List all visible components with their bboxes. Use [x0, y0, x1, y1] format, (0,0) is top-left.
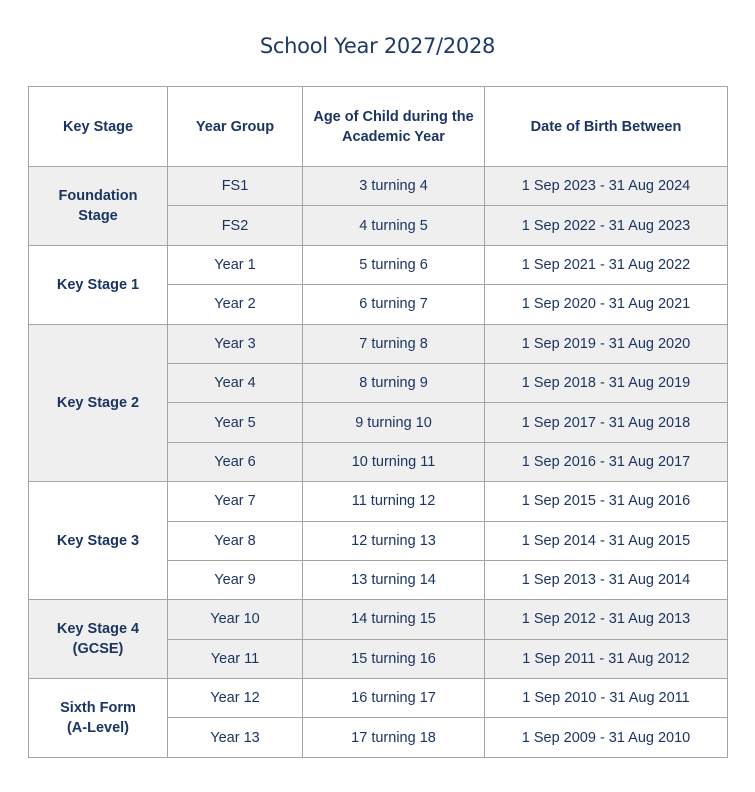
- header-row: [29, 87, 728, 167]
- table-row: [29, 324, 728, 363]
- key-stage-subtitle: (GCSE): [72, 641, 124, 658]
- header-year-group: Year Group: [168, 87, 303, 167]
- dob-range-cell: 1 Sep 2009 - 31 Aug 2010: [485, 718, 728, 757]
- year-group-cell: Year 3: [168, 324, 303, 363]
- table-body: [29, 167, 728, 758]
- age-cell: 14 turning 15: [303, 600, 485, 639]
- age-cell: 3 turning 4: [303, 167, 485, 206]
- key-stage-cell: [29, 679, 168, 758]
- age-cell: 15 turning 16: [303, 639, 485, 678]
- page-title: School Year 2027/2028: [259, 34, 496, 58]
- dob-range-cell: 1 Sep 2013 - 31 Aug 2014: [485, 560, 728, 599]
- key-stage-name: Key Stage 3: [56, 532, 140, 549]
- age-cell: 6 turning 7: [303, 285, 485, 324]
- key-stage-cell: [29, 167, 168, 246]
- key-stage-cell: [29, 482, 168, 600]
- age-cell: 4 turning 5: [303, 206, 485, 245]
- year-group-cell: Year 9: [168, 560, 303, 599]
- header-age: [303, 87, 485, 167]
- dob-range-cell: 1 Sep 2021 - 31 Aug 2022: [485, 245, 728, 284]
- dob-range-cell: 1 Sep 2012 - 31 Aug 2013: [485, 600, 728, 639]
- key-stage-subtitle: (A-Level): [66, 719, 130, 736]
- key-stage-name: Key Stage 1: [56, 276, 140, 293]
- key-stage-subtitle: Stage: [78, 207, 118, 224]
- dob-range-cell: 1 Sep 2015 - 31 Aug 2016: [485, 482, 728, 521]
- table-row: [29, 482, 728, 521]
- age-cell: 5 turning 6: [303, 245, 485, 284]
- key-stage-name: Sixth Form: [60, 699, 136, 716]
- dob-range-cell: 1 Sep 2018 - 31 Aug 2019: [485, 363, 728, 402]
- year-group-cell: Year 4: [168, 363, 303, 402]
- age-cell: 8 turning 9: [303, 363, 485, 402]
- year-group-cell: Year 10: [168, 600, 303, 639]
- header-age-text: Age of Child during the Academic Year: [313, 108, 474, 145]
- age-cell: 12 turning 13: [303, 521, 485, 560]
- year-group-cell: FS1: [168, 167, 303, 206]
- school-year-table: [28, 86, 728, 758]
- year-group-cell: Year 7: [168, 482, 303, 521]
- key-stage-cell: [29, 324, 168, 482]
- age-cell: 13 turning 14: [303, 560, 485, 599]
- header-dob: Date of Birth Between: [485, 87, 728, 167]
- age-cell: 11 turning 12: [303, 482, 485, 521]
- key-stage-cell: [29, 245, 168, 324]
- table-row: [29, 679, 728, 718]
- key-stage-name: Foundation: [58, 187, 138, 204]
- year-group-cell: Year 2: [168, 285, 303, 324]
- age-cell: 7 turning 8: [303, 324, 485, 363]
- dob-range-cell: 1 Sep 2023 - 31 Aug 2024: [485, 167, 728, 206]
- header-key-stage: Key Stage: [29, 87, 168, 167]
- table-row: [29, 167, 728, 206]
- year-group-cell: Year 6: [168, 442, 303, 481]
- year-group-cell: Year 12: [168, 679, 303, 718]
- year-group-cell: Year 13: [168, 718, 303, 757]
- dob-range-cell: 1 Sep 2010 - 31 Aug 2011: [485, 679, 728, 718]
- dob-range-cell: 1 Sep 2017 - 31 Aug 2018: [485, 403, 728, 442]
- key-stage-name: Key Stage 2: [56, 394, 140, 411]
- year-group-cell: Year 1: [168, 245, 303, 284]
- dob-range-cell: 1 Sep 2020 - 31 Aug 2021: [485, 285, 728, 324]
- table-row: [29, 245, 728, 284]
- year-group-cell: Year 11: [168, 639, 303, 678]
- year-group-cell: Year 8: [168, 521, 303, 560]
- dob-range-cell: 1 Sep 2014 - 31 Aug 2015: [485, 521, 728, 560]
- table-row: [29, 600, 728, 639]
- age-cell: 9 turning 10: [303, 403, 485, 442]
- age-cell: 16 turning 17: [303, 679, 485, 718]
- dob-range-cell: 1 Sep 2022 - 31 Aug 2023: [485, 206, 728, 245]
- dob-range-cell: 1 Sep 2019 - 31 Aug 2020: [485, 324, 728, 363]
- key-stage-cell: [29, 600, 168, 679]
- year-group-cell: FS2: [168, 206, 303, 245]
- dob-range-cell: 1 Sep 2011 - 31 Aug 2012: [485, 639, 728, 678]
- age-cell: 10 turning 11: [303, 442, 485, 481]
- age-cell: 17 turning 18: [303, 718, 485, 757]
- year-group-cell: Year 5: [168, 403, 303, 442]
- dob-range-cell: 1 Sep 2016 - 31 Aug 2017: [485, 442, 728, 481]
- key-stage-name: Key Stage 4: [56, 621, 140, 638]
